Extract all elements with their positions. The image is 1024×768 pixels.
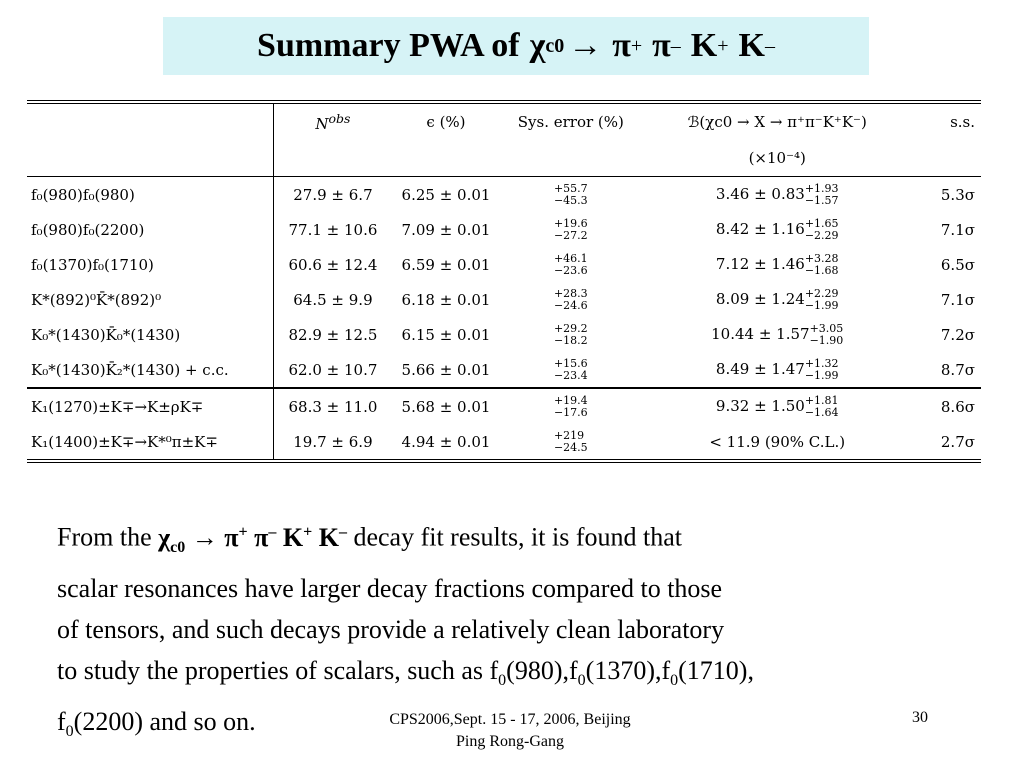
sys-error-cell: +28.3 −24.6	[553, 286, 588, 312]
table-row	[27, 247, 981, 282]
k-minus: K	[738, 27, 765, 64]
k-plus: K	[690, 27, 718, 64]
sys-error-cell: +219 −24.5	[500, 424, 642, 461]
pi-minus: π	[652, 27, 671, 64]
header-branching-ratio: ℬ(χc0 → X → π⁺π⁻K⁺K⁻)	[687, 113, 867, 131]
chi-subscript: c0	[545, 34, 565, 57]
sys-error-cell: +55.7 −45.3	[553, 181, 588, 207]
plus-sign: +	[630, 34, 643, 57]
table-header-units-row	[27, 140, 981, 177]
nobs-cell: 60.6 ± 12.4	[288, 255, 378, 274]
table-row	[27, 388, 981, 424]
efficiency-cell: 6.25 ± 0.01	[401, 185, 491, 204]
efficiency-cell: 6.15 ± 0.01	[401, 325, 491, 344]
significance-cell: 8.6σ	[912, 388, 981, 424]
header-nobs: $N^{obs}$	[315, 111, 351, 133]
sys-error-cell: +19.4 −17.6	[500, 388, 642, 424]
sys-error-cell: +15.6 −23.4	[553, 356, 588, 382]
para-line-2: scalar resonances have larger decay fractions compared to those	[57, 573, 723, 603]
decay-mode-cell: K₁(1400)±K∓→K*⁰π±K∓	[27, 424, 273, 461]
branching-ratio-cell: 9.32 ± 1.50 +1.81 −1.64	[642, 388, 912, 424]
header-blank	[27, 102, 273, 140]
para-line-4: to study the properties of scalars, such as $f_0(980),f_0(1370),f_0(1710)$,	[57, 655, 754, 690]
branching-ratio-cell: 3.46 ± 0.83 +1.93 −1.57	[715, 181, 839, 207]
title-text: Summary PWA of	[257, 27, 520, 64]
efficiency-cell: 7.09 ± 0.01	[401, 220, 491, 239]
significance-cell: 7.2σ	[940, 325, 975, 344]
header-efficiency: ϵ (%)	[426, 113, 466, 131]
footer-conference	[330, 709, 690, 753]
nobs-cell: 62.0 ± 10.7	[288, 360, 378, 379]
nobs-cell: 19.7 ± 6.9	[273, 424, 392, 461]
significance-cell: 8.7σ	[940, 360, 975, 379]
para-line-1: From the $\chi_{c0} \to \pi^+$ π– K+ K– decay fit results, it is found that	[57, 522, 682, 556]
table-row	[27, 212, 981, 247]
pi-plus: π	[612, 27, 631, 64]
table-row	[27, 282, 981, 317]
branching-ratio-cell: 8.49 ± 1.47 +1.32 −1.99	[715, 356, 839, 382]
decay-mode-cell: K*(892)⁰K̄*(892)⁰	[27, 282, 273, 317]
significance-cell: 5.3σ	[940, 185, 975, 204]
para-line-3: of tensors, and such decays provide a relatively clean laboratory	[57, 614, 725, 644]
efficiency-cell: 5.68 ± 0.01	[392, 388, 499, 424]
footer-author: Ping Rong-Gang	[456, 733, 564, 750]
branching-ratio-cell: 7.12 ± 1.46 +3.28 −1.68	[715, 251, 839, 277]
table-row	[27, 352, 981, 388]
significance-cell: 6.5σ	[940, 255, 975, 274]
sys-error-cell: +46.1 −23.6	[553, 251, 588, 277]
branching-ratio-cell: 10.44 ± 1.57 +3.05 −1.90	[711, 321, 844, 347]
decay-mode-cell: K₁(1270)±K∓→K±ρK∓	[27, 388, 273, 424]
minus-sign: –	[764, 34, 775, 57]
decay-mode-cell: K₀*(1430)K̄₂*(1430) + c.c.	[27, 352, 273, 388]
header-significance: s.s.	[950, 113, 975, 131]
nobs-cell: 27.9 ± 6.7	[293, 185, 373, 204]
efficiency-cell: 5.66 ± 0.01	[401, 360, 491, 379]
para-line-5: $f_0(2200)$ and so on.	[57, 707, 256, 741]
slide-title	[163, 17, 869, 75]
chi-symbol: χ	[529, 27, 546, 64]
table-row	[27, 317, 981, 352]
decay-mode-cell: K₀*(1430)K̄₀*(1430)	[27, 317, 273, 352]
header-sys-error: Sys. error (%)	[517, 113, 624, 131]
efficiency-cell: 6.18 ± 0.01	[401, 290, 491, 309]
sys-error-cell: +29.2 −18.2	[553, 321, 588, 347]
arrow-symbol: →	[568, 27, 603, 64]
nobs-cell: 77.1 ± 10.6	[288, 220, 378, 239]
minus-sign: –	[670, 34, 681, 57]
nobs-cell: 68.3 ± 11.0	[273, 388, 392, 424]
table-row	[27, 177, 981, 213]
pwa-summary-table	[27, 100, 981, 470]
nobs-cell: 64.5 ± 9.9	[293, 290, 373, 309]
table-header-row	[27, 102, 981, 140]
sys-error-cell: +19.6 −27.2	[553, 216, 588, 242]
significance-cell: 7.1σ	[940, 220, 975, 239]
nobs-cell: 82.9 ± 12.5	[288, 325, 378, 344]
branching-ratio-cell: < 11.9 (90% C.L.)	[642, 424, 912, 461]
decay-mode-cell: f₀(980)f₀(980)	[27, 177, 273, 213]
efficiency-cell: 6.59 ± 0.01	[401, 255, 491, 274]
plus-sign: +	[717, 34, 729, 57]
efficiency-cell: 4.94 ± 0.01	[392, 424, 499, 461]
page-number: 30	[912, 709, 928, 726]
branching-ratio-cell: 8.09 ± 1.24 +2.29 −1.99	[715, 286, 839, 312]
significance-cell: 7.1σ	[940, 290, 975, 309]
table-row	[27, 424, 981, 461]
header-br-unit: (×10⁻⁴)	[642, 140, 912, 177]
significance-cell: 2.7σ	[912, 424, 981, 461]
footer-line-1: CPS2006,Sept. 15 - 17, 2006, Beijing	[389, 711, 631, 728]
decay-mode-cell: f₀(980)f₀(2200)	[27, 212, 273, 247]
branching-ratio-cell: 8.42 ± 1.16 +1.65 −2.29	[715, 216, 839, 242]
decay-mode-cell: f₀(1370)f₀(1710)	[27, 247, 273, 282]
